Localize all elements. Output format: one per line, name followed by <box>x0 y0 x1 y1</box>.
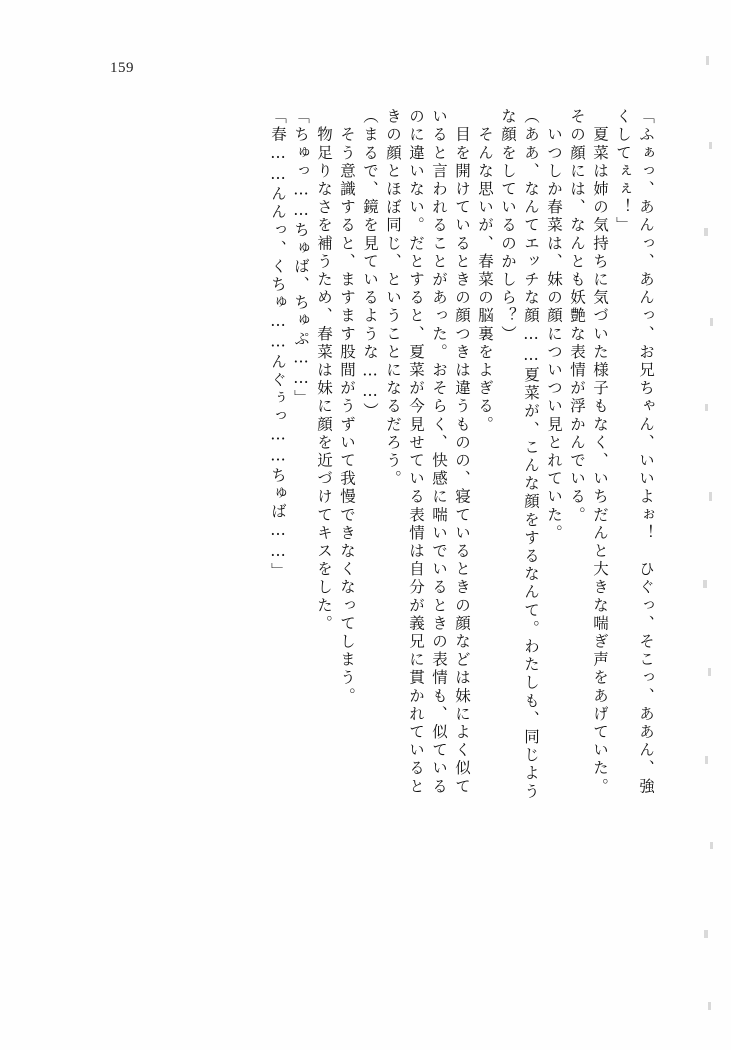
scan-speck <box>705 756 708 764</box>
scan-speck <box>703 580 707 588</box>
page-number: 159 <box>110 60 134 76</box>
text-column: 目を開けているときの顔つきは違うものの、寝ているときの顔などは妹によく似て <box>453 108 471 796</box>
text-column: きの顔とほぼ同じ、ということになるだろう。 <box>384 108 402 489</box>
text-column: な顔をしているのかしら？） <box>499 108 517 344</box>
scan-speck <box>704 930 708 938</box>
scan-speck <box>709 492 712 501</box>
text-column: 物足りなさを補うため、春菜は妹に顔を近づけてキスをした。 <box>315 108 333 633</box>
text-column: その顔には、なんとも妖艶な表情が浮かんでいる。 <box>568 108 586 525</box>
text-column: 「ちゅっ……ちゅば、ちゅぷ……」 <box>292 108 310 408</box>
scan-speck <box>708 1002 711 1010</box>
scan-speck <box>709 142 712 149</box>
scan-speck <box>710 842 713 849</box>
text-column: （ああ、なんてエッチな顔……夏菜が、こんな顔をするなんて。わたしも、同じよう <box>522 108 540 801</box>
scan-speck <box>706 56 709 65</box>
text-column: 夏菜は姉の気持ちに気づいた様子もなく、いちだんと大きな喘ぎ声をあげていた。 <box>591 108 609 796</box>
scan-speck <box>710 318 713 326</box>
vertical-text-block <box>262 108 653 948</box>
text-column: くしてぇぇ！」 <box>614 108 632 235</box>
text-column: 「ふぁっ、あんっ、あんっ、お兄ちゃん、いいよぉ！ ひぐっ、そこっ、ああん、強 <box>637 108 655 796</box>
text-column: いると言われることがあった。おそらく、快感に喘いでいるときの表情も、似ている <box>430 108 448 796</box>
scan-speck <box>705 404 708 411</box>
scan-speck <box>704 228 708 236</box>
text-column: のに違いない。だとすると、夏菜が今見せている表情は自分が義兄に貫かれていると <box>407 108 425 796</box>
text-column: いつしか春菜は、妹の顔についつい見とれていた。 <box>545 108 563 543</box>
text-column: （まるで、鏡を見ているような……） <box>361 108 379 421</box>
text-column: そう意識すると、ますます股間がうずいて我慢できなくなってしまう。 <box>338 108 356 706</box>
text-column: 「春……んんっ、くちゅ……んぐぅっ……ちゅば……」 <box>269 108 287 581</box>
scan-speck <box>708 668 711 676</box>
text-column: そんな思いが、春菜の脳裏をよぎる。 <box>476 108 494 434</box>
